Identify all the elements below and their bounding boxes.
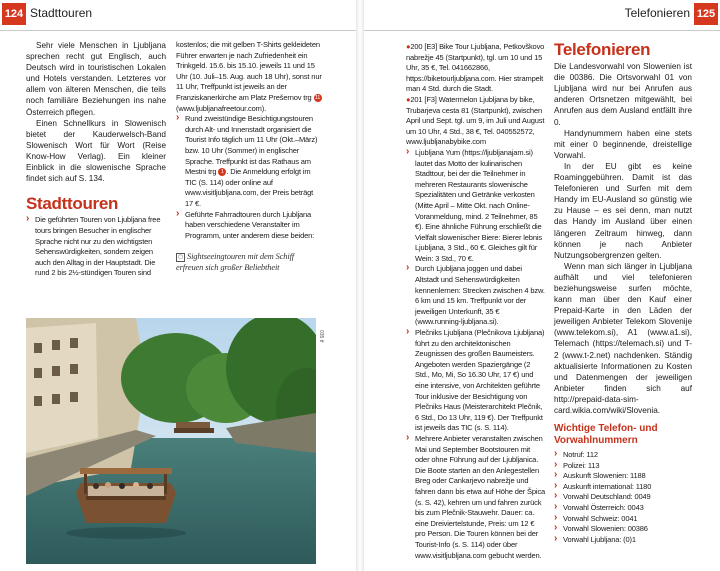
tour-200-bike-tour: ●200 [E3] Bike Tour Ljubljana, Petkovškovo nabrežje 45 (Startpunkt), tgl. um 10 und 15 Uhr, 35 €, Tel. 041662866, https://biketourljubljana.com. Hier strampelt man 4 Std. durch die Stadt. <box>406 42 545 94</box>
number-item: › Vorwahl Schweiz: 0041 <box>554 514 692 525</box>
free-tours-continuation: kostenlos; die mit gelben T-Shirts gekleideten Führer erwarten je nach Zufriedenheit ein Trinkgeld. 15.6. bis 15.10. jeweils 11 und 15 Uhr (10. Juli–15. Aug. auch 18 Uhr), sonst nur 11 Uhr, Treffpunkt ist jeweils an der Franziskanerkirche am Platz Prešernov trg 11 (www.ljubljanafreetour.com). <box>176 40 322 113</box>
number-item: › Auskunft international: 1180 <box>554 482 692 493</box>
book-gutter <box>356 0 364 571</box>
left-column-1 <box>26 40 166 279</box>
ljubljana-boat-photo <box>26 318 316 564</box>
map-marker-11: 11 <box>314 94 321 101</box>
right-column-1 <box>406 42 546 561</box>
intro-paragraph-2: Einen Schnellkurs in Slowenisch bietet der Kauderwelsch-Band Slowenisch Wort für Wort (Reise Know-How Verlag). Ein kleiner Einblick in die slowenische Sprache findet sich auf S. 134. <box>26 118 166 184</box>
number-item: › Polizei: 113 <box>554 461 692 472</box>
left-page-number: 124 <box>2 3 26 25</box>
number-item: › Notruf: 112 <box>554 450 692 461</box>
intro-paragraph-1: Sehr viele Menschen in Ljubljana sprechen recht gut Englisch, auch Deutsch wird in touristischen Lokalen und Hotels verstanden. Letzteres vor allem von älteren Menschen, die teils noch familiäre Beziehungen ins nahe Österreich pflegen. <box>26 41 166 117</box>
photo-credit: 035 tf <box>318 330 324 343</box>
tour-201-dot-icon: ● <box>406 94 411 104</box>
photo-caption: ▢ Sightseeingtouren mit dem Schiff erfreuen sich großer Beliebtheit <box>176 251 295 273</box>
stadttouren-heading: Stadttouren <box>26 194 119 214</box>
telefonieren-heading: Telefonieren <box>554 40 651 59</box>
bullet-two-hour-tours: › Rund zweistündige Besichtigungstouren durch Alt- und Innenstadt organisiert die Tourist Info täglich um 11 Uhr (Okt.–März) bzw. 10 Uhr (Sommer) in englischer Sprache. Treffpunkt ist das Rathaus am Mestni trg 1 . Die Anmeldung erfolgt im TIC (S. 114) oder online auf www.visitljubljana.com, der Preis beträgt 17 €. <box>176 114 322 209</box>
tel-paragraph-2: Handynummern haben eine stets mit einer 0 beginnende, dreistellige Vorwahl. <box>554 128 692 160</box>
bullet-free-tours: › Die geführten Touren von Ljubljana free tours bringen Besucher in englischer Sprache nicht nur zu den wichtigsten Sehenswürdigkeiten, sondern zeigen auch den Alltag in der Hauptstadt. Die rund 2 bis 2½-stündigen Touren sind <box>26 215 166 279</box>
number-item: › Vorwahl Slowenien: 00386 <box>554 524 692 535</box>
important-numbers-heading: Wichtige Telefon- und Vorwahlnummern <box>554 423 658 447</box>
tour-200-dot-icon: ● <box>406 42 411 51</box>
number-item: › Vorwahl Deutschland: 0049 <box>554 492 692 503</box>
bullet-bike-tours: › Geführte Fahrradtouren durch Ljubljana haben verschiedene Veranstalter im Programm, unter anderem diese beiden: <box>176 210 322 242</box>
right-page-header <box>364 0 720 31</box>
tel-paragraph-3: In der EU gibt es keine Roaminggebühren. Damit ist das Telefonieren und Surfen mit dem Handy im EU-Ausland so günstig wie zu Hause – es sei denn, man nutzt das Handy im Ausland über einen längeren Zeitraum hinweg, dann können je nach Anbieter Nutzungsobergrenzen gelten. <box>554 161 692 260</box>
tel-paragraph-4: Wenn man sich länger in Ljubljana aufhält und viel telefonieren beziehungsweise surfen möchte, kann man über den Kauf einer Prepaid-Karte in den Läden der jeweiligen Anbieter Telekom Slovenije (www.telekom.si), A1 (www.a1.si), Telemach (https://telemach.si) und T-2 (www.t-2.net) nachdenken. Ständig aktualisierte Informationen zu Kosten und Datenmengen der jeweiligen Anbieter finden sich auf http://prepaid-data-sim-card.wikia.com/wiki/Slovenia. <box>554 261 692 415</box>
numbers-list <box>554 450 692 545</box>
right-page-number: 125 <box>694 3 718 25</box>
number-item: › Vorwahl Österreich: 0043 <box>554 503 692 514</box>
bullet-jogging: › Durch Ljubljana joggen und dabei Altstadt und Sehenswürdigkeiten kennenlernen: Strecken zwischen 4 bzw. 6 km und 15 km. Treffpunkt vor der jeweiligen Unterkunft, 35 € (www.running-ljubljana.si). <box>406 264 546 328</box>
right-column-2 <box>554 40 692 545</box>
right-running-head: Telefonieren <box>624 6 690 20</box>
left-page-header <box>0 0 356 31</box>
number-item: › Auskunft Slowenien: 1188 <box>554 471 692 482</box>
tel-paragraph-1: Die Landesvorwahl von Slowenien ist die 00386. Die Ortsvorwahl 01 von Ljubljana wird nur bei Anrufen aus anderen Ortsnetzen mitgewählt, bei Anrufen aus dem Ausland entfällt ihre 0. <box>554 62 692 127</box>
left-page <box>0 0 356 571</box>
right-page <box>364 0 720 571</box>
bullet-ljubljana-yum: › Ljubljana Yum (https://ljubljanajam.si) lautet das Motto der kulinarischen Stadttour, bei der die Teilnehmer in mehreren Restaurants slowenische Spezialitäten und Getränke verkosten (Mitte April – Mitte Okt. nach Online-Voranmeldung, mind. 2 Teilnehmer, 85 €). Eine ähnliche Führung erschließt die Vielfalt slowenischer Biere: Bierer lebnis Ljubljana, 3 Std., 60 €. Gleiches gilt für Wein: 3 Std., 70 €. <box>406 148 546 265</box>
number-item: › Vorwahl Ljubljana: (0)1 <box>554 535 692 546</box>
bullet-boat-tours: › Mehrere Anbieter veranstalten zwischen Mai und September Bootstouren mit oder ohne Führung auf der Ljubljanica. Die Boote starten an den Anlegestellen Breg oder Cankarjevo nabrežje und fahren dann bis etwa auf Höhe der Špica (s. S. 42), kehren um und fahren zurück bis zum Plečnik-Stauwehr. Dauer: ca. eine Dreiviertelstunde, Preis: um 12 € pro Person. Die Touren können bei der Tourist-Info (s. S. 114) oder über www.visitljubljana.com gebucht werden. <box>406 434 546 561</box>
tour-201-watermelon: ●201 [F3] Watermelon Ljubljana by bike, Trubarjeva cesta 81 (Startpunkt), zwischen April und Sept. tgl. um 9, im Juli und August um 10 Uhr, 4 Std., 38 €, Tel. 040552572, www.ljubljanabybike.com <box>406 94 545 147</box>
left-column-2 <box>176 40 322 273</box>
caption-photo-icon: ▢ <box>176 253 185 262</box>
map-marker-1: 1 <box>218 168 226 176</box>
bullet-plecnik: › Plečniks Ljubljana (Plečnikova Ljubljana) führt zu den architektonischen Zeugnissen des großen Baumeisters. Angeboten werden Spaziergänge (2 Std., Mo, Mi, So 16.30 Uhr, 17 €) und eine intensive, von Architekten geführte Tour inklusive der Besichtigung von Plečniks Haus (Meisterarchitekt Plečnik, 6 Std., Do 13 Uhr, 119 €). Der Treffpunkt ist jeweils das TIC (s. S. 114). <box>406 328 546 434</box>
left-running-head: Stadttouren <box>30 6 93 20</box>
